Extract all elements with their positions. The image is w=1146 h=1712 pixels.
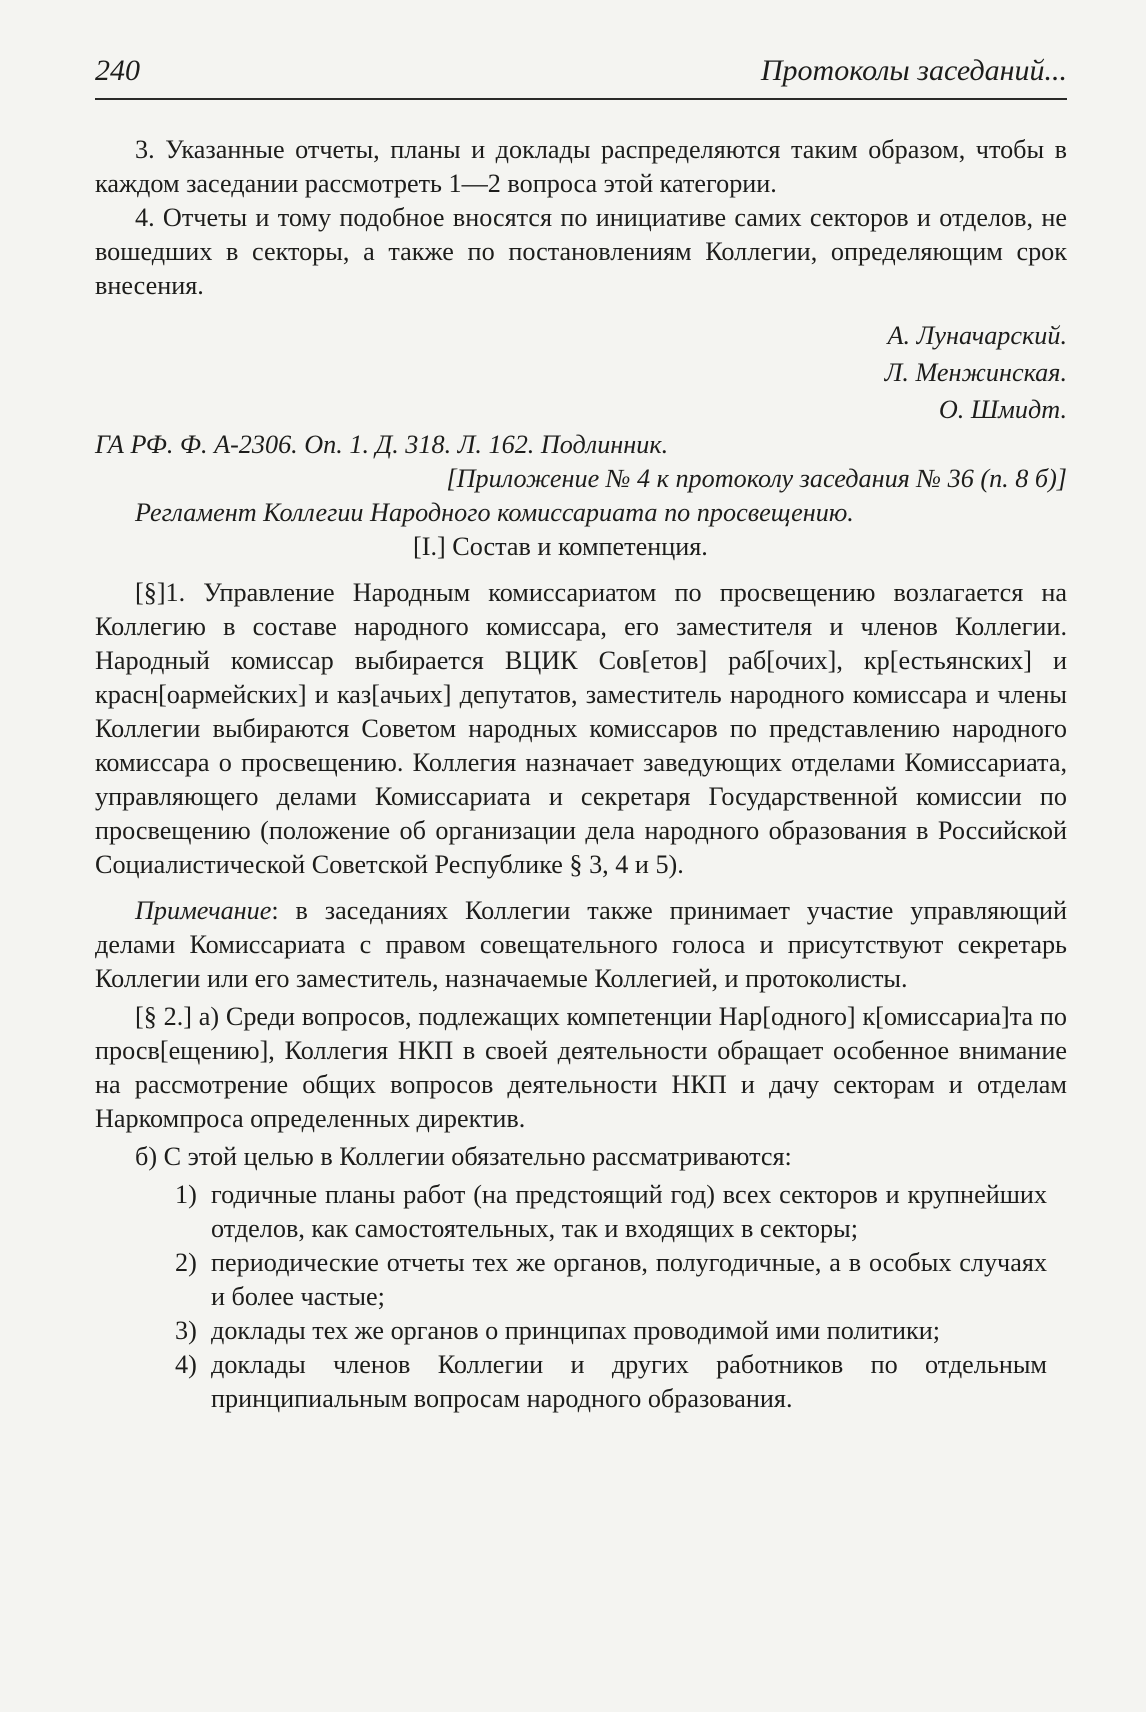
document-title: Регламент Коллегии Народного комиссариата по просвещению. xyxy=(135,498,854,527)
page-header xyxy=(95,48,1067,100)
list-item-number: 4) xyxy=(175,1350,197,1379)
section-heading: [I.] Состав и компетенция. xyxy=(413,532,708,561)
running-title: Протоколы заседаний... xyxy=(760,54,1067,87)
list-item-number: 1) xyxy=(175,1180,197,1209)
archive-reference: ГА РФ. Ф. А-2306. Оп. 1. Д. 318. Л. 162. Подлинник. xyxy=(95,430,669,459)
note-paragraph xyxy=(95,894,1067,996)
appendix-reference: [Приложение № 4 к протоколу заседания № 36 (п. 8 б)] xyxy=(446,464,1067,493)
list-item-text: доклады тех же органов о принципах проводимой ими политики; xyxy=(211,1316,940,1345)
note-label: Примечание xyxy=(135,896,272,925)
list-item-number: 2) xyxy=(175,1248,197,1277)
page-content xyxy=(95,133,1067,1416)
list-item-text: периодические отчеты тех же органов, полугодичные, а в особых случаях и более частые; xyxy=(211,1248,1047,1311)
signatures xyxy=(95,317,1067,428)
document-page xyxy=(95,48,1067,1668)
list-item-text: годичные планы работ (на предстоящий год) всех секторов и крупнейших отделов, как самостоятельных, так и входящих в секторы; xyxy=(211,1180,1047,1243)
list-item-number: 3) xyxy=(175,1316,197,1345)
page-number: 240 xyxy=(95,54,140,87)
signature-menzhinskaya: Л. Менжинская. xyxy=(884,358,1067,387)
signature-shmidt: О. Шмидт. xyxy=(938,395,1067,424)
section-2b-paragraph: б) С этой целью в Коллегии обязательно рассматриваются: xyxy=(135,1142,792,1171)
paragraph-4: 4. Отчеты и тому подобное вносятся по инициативе самих секторов и отделов, не вошедших в секторы, а также по постановлениям Коллегии, определяющим срок внесения. xyxy=(95,203,1067,300)
list-item xyxy=(95,1246,1067,1314)
paragraph-3: 3. Указанные отчеты, планы и доклады распределяются таким образом, чтобы в каждом заседании рассмотреть 1—2 вопроса этой категории. xyxy=(95,135,1067,198)
signature-lunacharsky: А. Луначарский. xyxy=(887,321,1067,350)
list-item xyxy=(95,1348,1067,1416)
list-item xyxy=(95,1178,1067,1246)
section-1-paragraph: [§]1. Управление Народным комиссариатом по просвещению возлагается на Коллегию в составе народного комиссара, его заместителя и членов Коллегии. Народный комиссар выбирается ВЦИК Сов[етов] раб[очих], кр[естьянских] и красн[оармейских] и каз[ачьих] депутатов, заместитель народного комиссара и члены Коллегии выбираются Советом народных комиссаров по представлению народного комиссара о просвещению. Коллегия назначает заведующих отделами Комиссариата, управляющего делами Комиссариата и секретаря Государственной комиссии по просвещению (положение об организации дела народного образования в Российской Социалистической Советской Республике § 3, 4 и 5). xyxy=(95,578,1067,879)
section-2a-paragraph: [§ 2.] а) Среди вопросов, подлежащих компетенции Нар[одного] к[омиссариа]та по просв[ещению], Коллегия НКП в своей деятельности обращает особенное внимание на рассмотрение общих вопросов деятельности НКП и дачу секторам и отделам Наркомпроса определенных директив. xyxy=(95,1002,1067,1133)
note-text: : в заседаниях Коллегии также принимает участие управляющий делами Комиссариата с правом совещательного голоса и присутствуют секретарь Коллегии или его заместитель, назначаемые Коллегией, и протоколисты. xyxy=(95,896,1067,993)
list-item xyxy=(95,1314,1067,1348)
list-item-text: доклады членов Коллегии и других работников по отдельным принципиальным вопросам народного образования. xyxy=(211,1350,1047,1413)
